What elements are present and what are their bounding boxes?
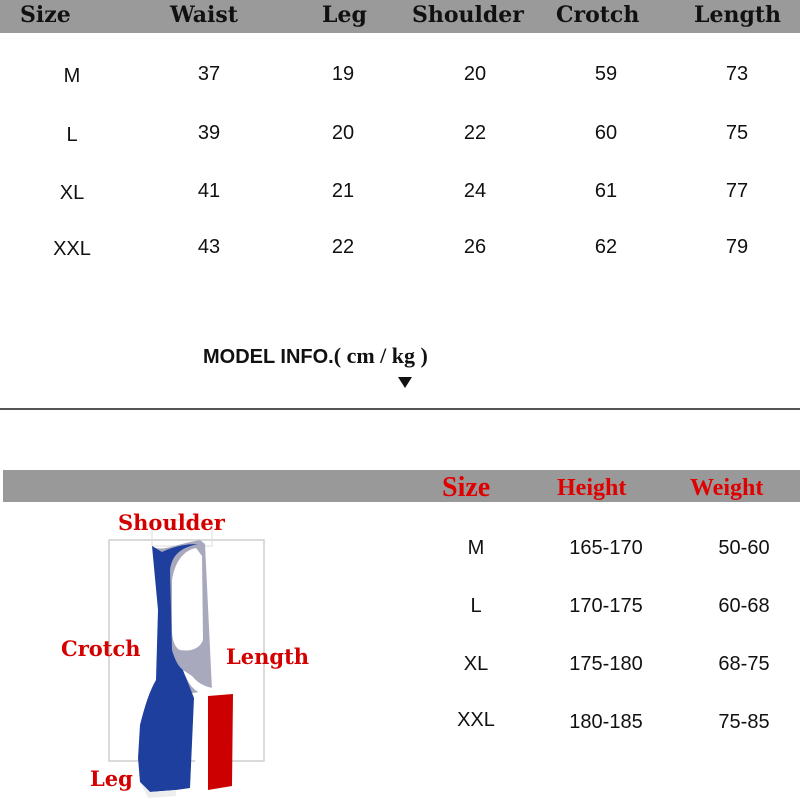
cell-length: 75 [725,122,749,144]
cell-height: 175-180 [569,653,643,675]
cell-height: 170-175 [569,595,643,617]
header-length: Length [694,2,782,28]
cell-length: 73 [725,63,749,85]
header-waist: Waist [170,2,238,28]
cell-size: M [467,537,485,559]
header-leg: Leg [322,2,367,28]
cell-leg: 21 [331,180,355,202]
header-crotch: Crotch [556,2,640,28]
cell-size: L [470,595,482,617]
header-shoulder: Shoulder [412,2,524,28]
label-leg: Leg [90,766,133,791]
cell-crotch: 62 [594,236,618,258]
cell-shoulder: 24 [463,180,487,202]
model-info-unit: ( cm / kg ) [333,343,428,368]
cell-size: XL [59,182,85,204]
cell-size: XXL [53,238,91,260]
cell-leg: 20 [331,122,355,144]
cell-shoulder: 20 [463,63,487,85]
cell-weight: 60-68 [718,595,770,617]
model-info-label: MODEL INFO. [203,346,334,368]
model-chart-header [3,470,800,502]
cell-length: 77 [725,180,749,202]
cell-size: L [66,124,78,146]
section-divider [0,408,800,410]
cell-waist: 43 [197,236,221,258]
header-height: Height [557,475,627,501]
cell-crotch: 59 [594,63,618,85]
cell-leg: 19 [331,63,355,85]
header-weight: Weight [690,475,764,501]
cell-weight: 68-75 [718,653,770,675]
cell-length: 79 [725,236,749,258]
label-crotch: Crotch [61,636,141,661]
cell-crotch: 60 [594,122,618,144]
label-length: Length [226,644,310,669]
header-size: Size [20,2,71,28]
cell-height: 165-170 [569,537,643,559]
label-shoulder: Shoulder [118,510,225,535]
model-info-title [203,343,428,369]
cell-shoulder: 22 [463,122,487,144]
cell-waist: 39 [197,122,221,144]
cell-shoulder: 26 [463,236,487,258]
cell-waist: 41 [197,180,221,202]
cell-weight: 50-60 [718,537,770,559]
header-model-size: Size [442,472,491,503]
cell-leg: 22 [331,236,355,258]
cell-height: 180-185 [569,711,643,733]
down-arrow-icon [398,377,412,388]
cell-size: XXL [457,709,495,731]
cell-crotch: 61 [594,180,618,202]
size-chart-header [0,0,800,33]
cell-weight: 75-85 [718,711,770,733]
cell-waist: 37 [197,63,221,85]
cell-size: M [63,65,81,87]
cell-size: XL [463,653,489,675]
